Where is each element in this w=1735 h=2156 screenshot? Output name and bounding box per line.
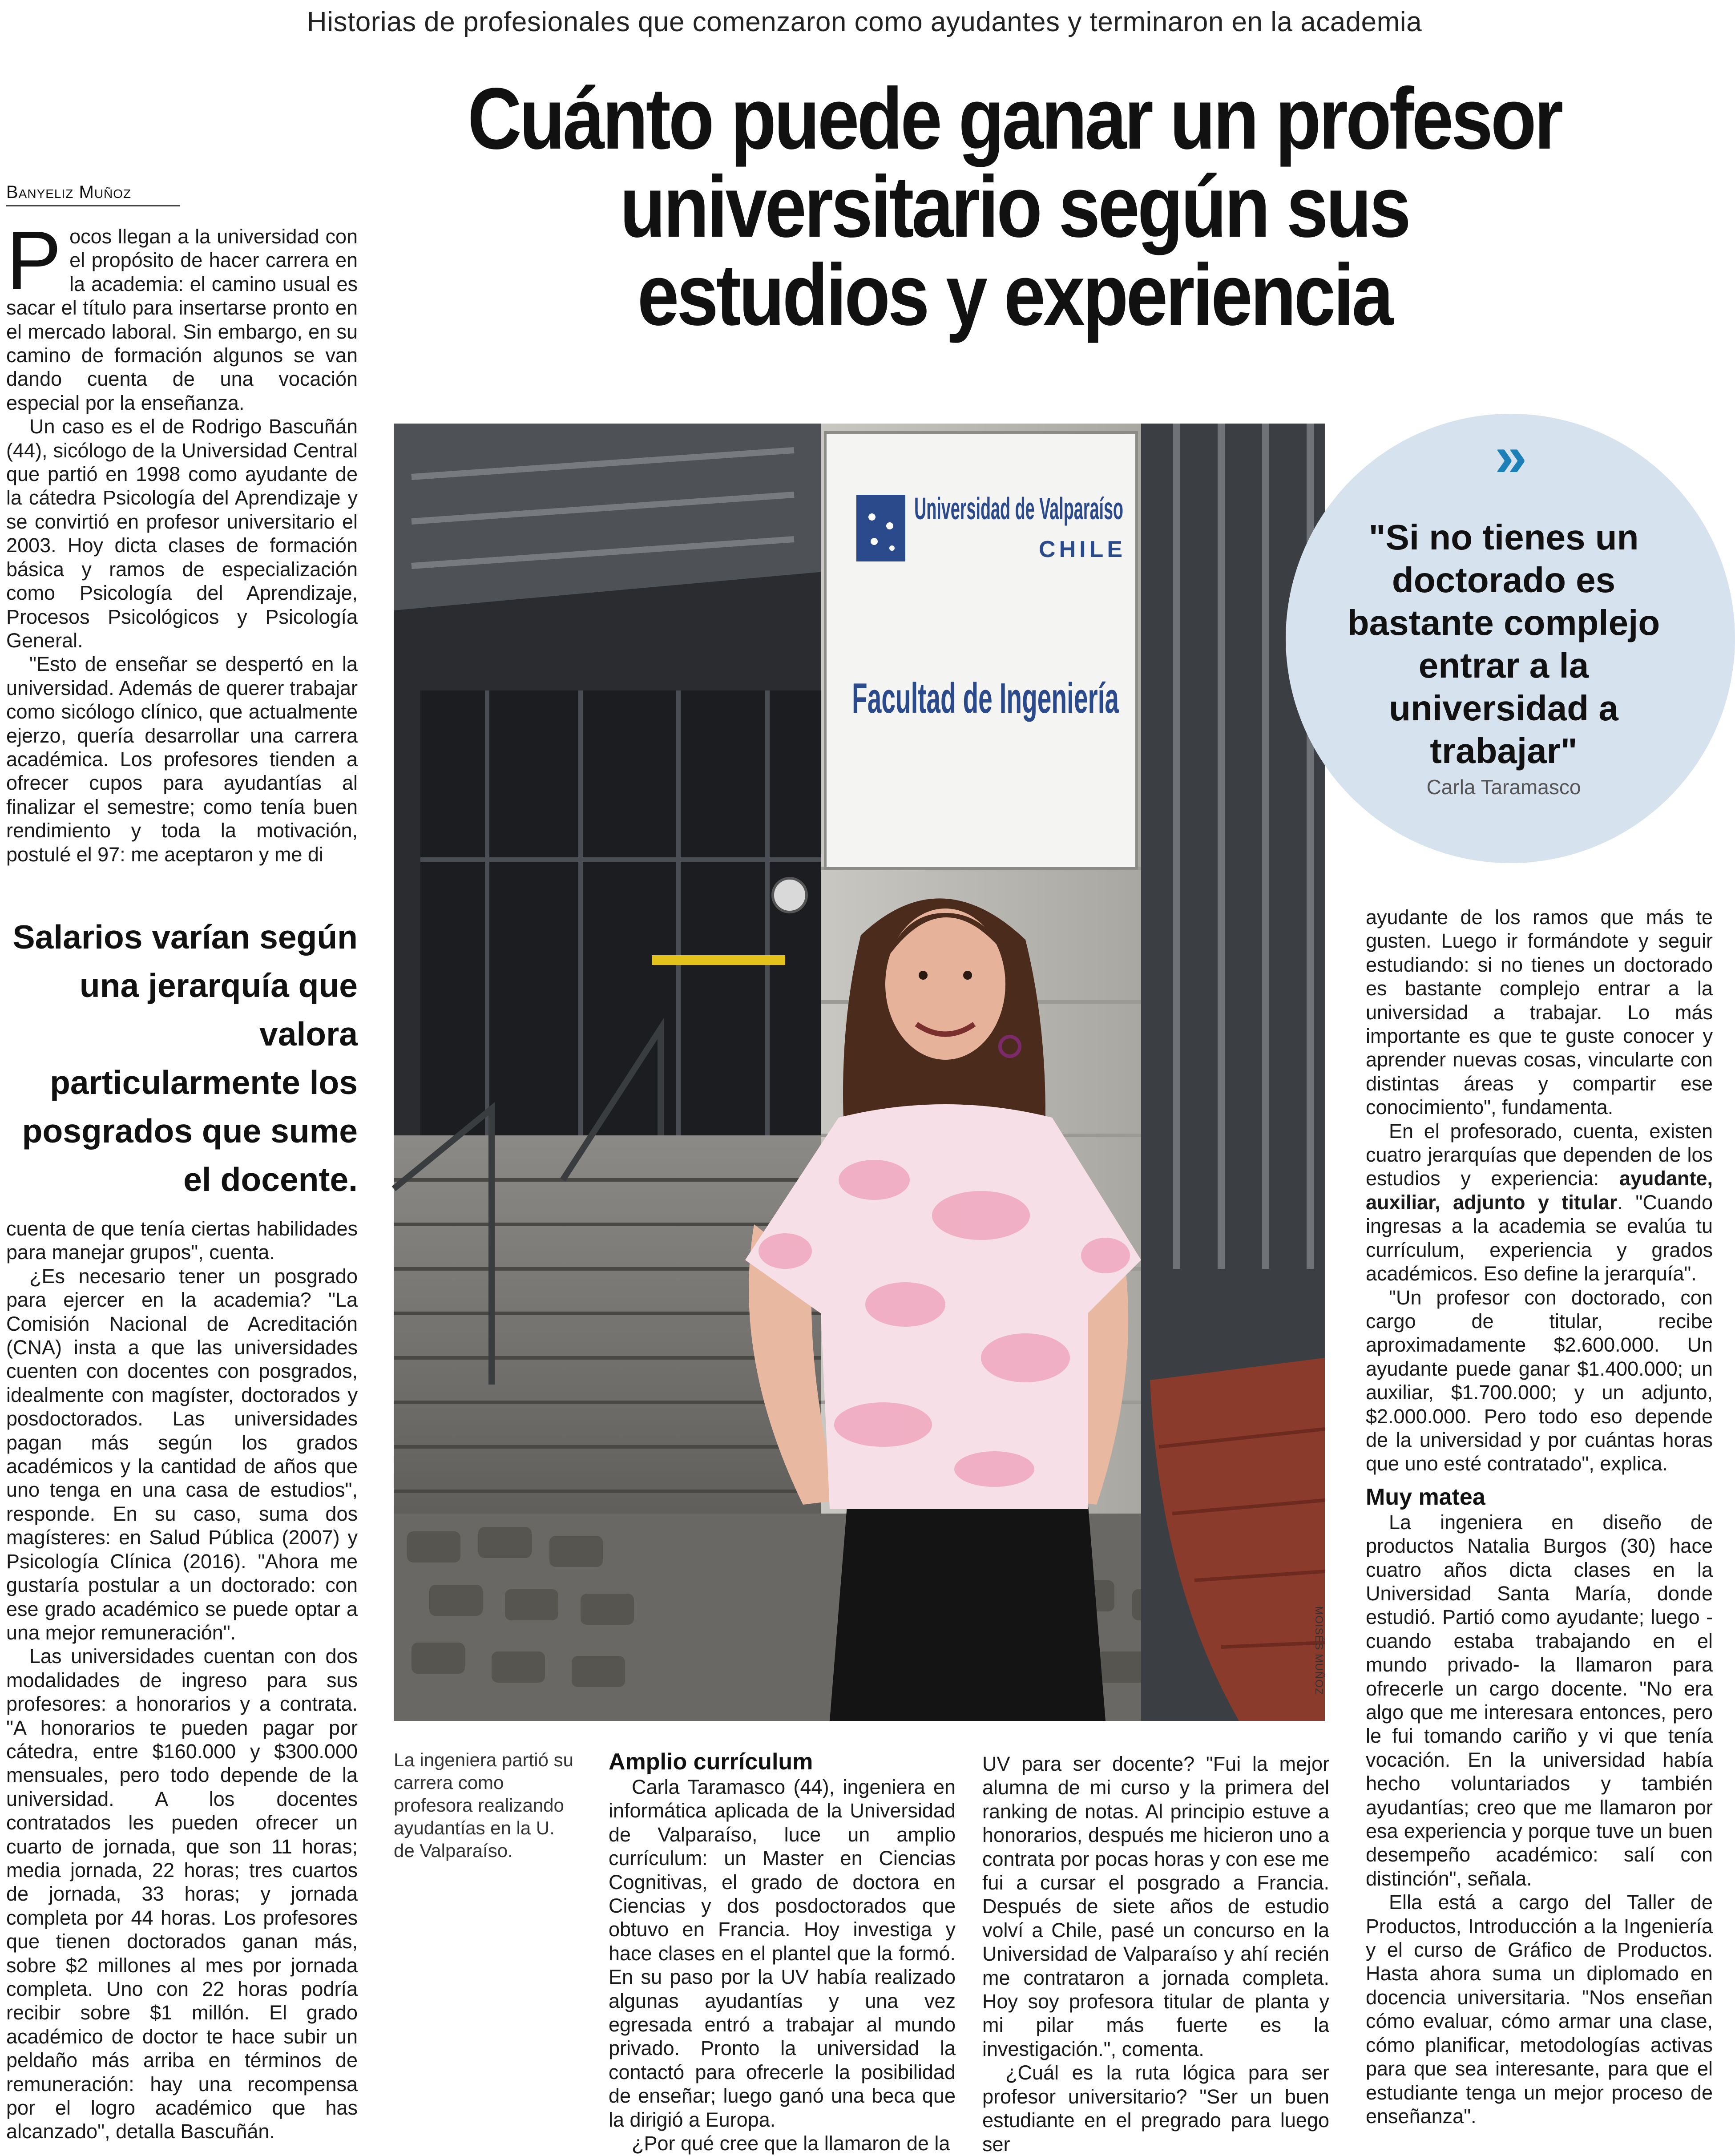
paragraph: La ingeniera en diseño de productos Natalia Burgos (30) hace cuatro años dicta clases en la Universidad Santa María, donde estudió. Partió como ayudante; luego -cuando estaba trabajando en el mundo privado- la llamaron para ofrecerle un cargo docente. "No era algo que me interesara entonces, pero le fui tomando cariño y vi que tenía vocación. En la universidad había hecho voluntariados y también ayudantías; creo que me llamaron por esa experiencia y porque tuve un buen desempeño académico: salí con distinción", señala. [1366, 1510, 1713, 1890]
section-heading: Amplio currículum [609, 1749, 813, 1775]
paragraph: ¿Es necesario tener un posgrado para ejercer en la academia? "La Comisión Nacional de Acreditación (CNA) insta a que las universidades cuenten con docentes con posgrados, idealmente con magíster, doctorados y posdoctorados. Las universidades pagan más según los grados académicos y la cantidad de años que uno tenga en una casa de estudios", responde. En su caso, suma dos magísteres: en Salud Pública (2007) y Psicología Clínica (2016). "Ahora me gustaría postular a un doctorado: con ese grado académico se puede optar a una mejor remuneración". [6, 1264, 358, 1644]
dropcap: P [6, 214, 62, 307]
photo [394, 424, 1325, 1721]
column-3 [609, 1748, 956, 2156]
pull-quote-author: Carla Taramasco [1426, 775, 1581, 799]
sign-country-text: CHILE [1039, 537, 1126, 562]
paragraph: ayudante de los ramos que más te gusten. Luego ir formándote y seguir estudiando: si no tienes un doctorado es bastante complejo entrar a la universidad a trabajar. Lo más importante es que te guste conocer y aprender nuevas cosas, vincularte con distintas áreas y compartir ese conocimiento", fundamenta. [1366, 906, 1713, 1119]
sign-faculty-text: Facultad de Ingeniería [852, 674, 1119, 722]
headline [433, 70, 1596, 343]
quote-chevron-icon: » [1495, 424, 1519, 489]
paragraph: ¿Cuál es la ruta lógica para ser profesor universitario? "Ser un buen estudiante en el pregrado para luego ser [982, 2061, 1329, 2156]
paragraph: "Esto de enseñar se despertó en la universidad. Además de querer trabajar como sicólogo clínico, que actualmente ejerzo, quería desarrollar una carrera académica. Los profesores tienden a ofrecer cupos para ayudantías al finalizar el semestre; como tenía buen rendimiento y toda la motivación, postulé el 97: me aceptaron y me di [6, 653, 358, 866]
column-1-bottom [6, 1217, 358, 2144]
paragraph: "Un profesor con doctorado, con cargo de titular, recibe aproximadamente $2.600.000. Un ayudante puede ganar $1.400.000; un auxiliar, $1.700.000; y un adjunto, $2.000.000. Pero todo eso depende de la universidad y por cuántas horas que uno esté contratado", explica. [1366, 1286, 1713, 1475]
photo-illustration [394, 424, 1325, 1721]
pull-quote: "Si no tienes un doctorado es bastante complejo entrar a la universidad a trabajar" [1347, 517, 1660, 771]
paragraph: cuenta de que tenía ciertas habilidades para manejar grupos", cuenta. [6, 1217, 358, 1264]
headline-line-2: universitario según sus [620, 158, 1409, 255]
section-heading: Muy matea [1366, 1484, 1485, 1510]
column-5 [1366, 905, 1713, 2128]
hierarchy-highlight: ayudante, auxiliar, adjunto y titular [1366, 1167, 1713, 1214]
headline-line-3: estudios y experiencia [637, 246, 1392, 343]
photo-credit: MOISÉS MUÑOZ [1313, 1606, 1325, 1696]
byline: Banyeliz Muñoz [6, 182, 180, 206]
paragraph: Las universidades cuentan con dos modalidades de ingreso para sus profesores: a honorarios y a contrata. "A honorarios te pueden pagar por cátedra, entre $160.000 y $300.000 mensuales, pero todo depende de la universidad. A los docentes contratados les pueden ofrecer un cuarto de jornada, que son 11 horas; media jornada, 22 horas; tres cuartos de jornada, 33 horas; y jornada completa por 44 horas. Los profesores que tienen doctorados ganan más, sobre $2 millones al mes por jornada completa. Uno con 22 horas podría recibir sobre $1 millón. El grado académico de doctor te hace subir un peldaño más arriba en términos de remuneración: hay una recompensa por el logro académico que has alcanzado", detalla Bascuñán. [6, 1645, 358, 2143]
paragraph: Un caso es el de Rodrigo Bascuñán (44), sicólogo de la Universidad Central que partió en 1998 como ayudante de la cátedra Psicología del Aprendizaje y se convirtió en profesor universitario el 2003. Hoy dicta clases de formación básica y ramos de especialización como Psicología del Aprendizaje, Procesos Psicológicos y Psicología General. [6, 415, 358, 652]
paragraph: En el profesorado, cuenta, existen cuatro jerarquías que dependen de los estudios y experiencia: ayudante, auxiliar, adjunto y titular. "Cuando ingresas a la academia se evalúa tu currículum, experiencia y grados académicos. Eso define la jerarquía". [1366, 1119, 1713, 1285]
paragraph: Ella está a cargo del Taller de Productos, Introducción a la Ingeniería y el curso de Gráfico de Productos. Hasta ahora suma un diplomado en docencia universitaria. "Nos enseñan cómo evaluar, cómo armar una clase, cómo planificar, metodologías activas para que sea interesante, para que el estudiante tenga un mejor proceso de enseñanza". [1366, 1891, 1713, 2128]
column-1-top [6, 214, 358, 866]
lead-paragraph: Pocos llegan a la universidad con el propósito de hacer carrera en la academia: el camino usual es sacar el título para insertarse pronto en el mercado laboral. Sin embargo, en su camino de formación algunos se van dando cuenta de una vocación especial por la enseñanza. [6, 214, 358, 414]
paragraph: ¿Por qué cree que la llamaron de la [632, 2132, 950, 2155]
column-4 [982, 1752, 1329, 2156]
kicker: Historias de profesionales que comenzaron como ayudantes y terminaron en la academia [307, 7, 1422, 37]
sign-university-text: Universidad de Valparaíso [914, 491, 1123, 526]
paragraph: Carla Taramasco (44), ingeniera en informática aplicada de la Universidad de Valparaíso, luce un amplio currículum: un Master en Ciencias Cognitivas, el grado de doctora en Ciencias y dos posdoctorados que obtuvo en Francia. Hoy investiga y hace clases en el plantel que la formó. En su paso por la UV había realizado algunas ayudantías y una vez egresada entró a trabajar al mundo privado. Pronto la universidad la contactó para ofrecerle la posibilidad de enseñar; luego ganó una beca que la dirigió a Europa. [609, 1776, 956, 2131]
headline-line-1: Cuánto puede ganar un profesor [467, 70, 1562, 167]
paragraph: UV para ser docente? "Fui la mejor alumna de mi curso y la primera del ranking de notas. Al principio estuve a honorarios, después me hicieron uno a contrata por pocas horas y con ese me fui a cursar el posgrado a Francia. Después de siete años de estudio volví a Chile, pasé un concurso en la Universidad de Valparaíso y ahí recién me contrataron a jornada completa. Hoy soy profesora titular de planta y mi pilar más fuerte es la investigación.", comenta. [982, 1752, 1329, 2060]
photo-caption: La ingeniera partió su carrera como profesora realizando ayudantías en la U. de Valparaíso. [394, 1749, 573, 1861]
subhead: Salarios varían según una jerarquía que valora particularmente los posgrados que sume el docente. [12, 918, 358, 1198]
